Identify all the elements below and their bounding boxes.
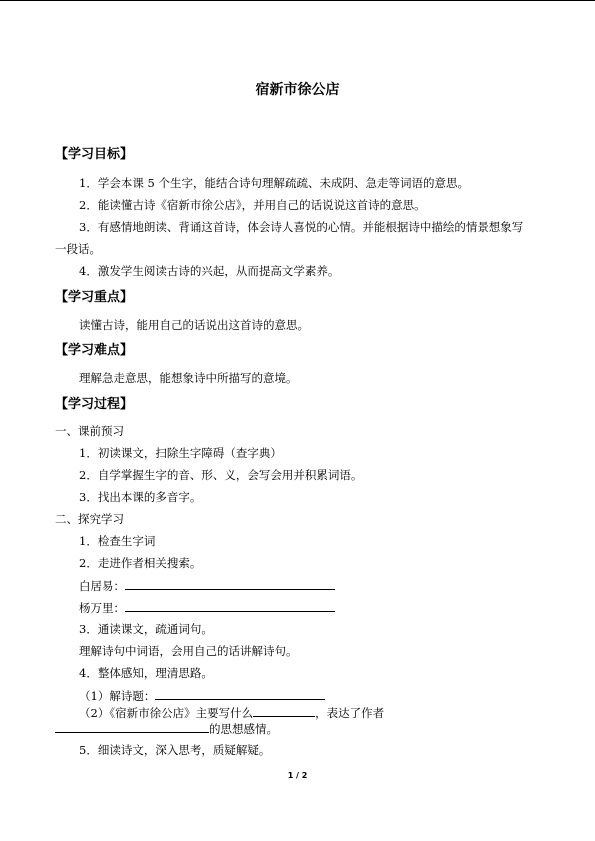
objective-item-3-continued: 一段话。 (55, 242, 101, 256)
objective-item-1: 1．学会本课 5 个生字，能结合诗句理解⁡疏疏、未成阴、急走⁡等词语的意思。 (79, 176, 469, 190)
question-1-blank[interactable] (155, 688, 325, 700)
part2-item-4: 4．整体感知，理清思路。 (79, 666, 213, 680)
yang-wanli-blank[interactable] (125, 600, 335, 612)
part1-item-2: 2．自学掌握生字的音、形、义，会写会用并积累词语。 (79, 468, 363, 482)
yang-wanli-label: 杨万里： (79, 601, 125, 615)
question-1-row (79, 688, 325, 703)
question-2-text-start: （2）《宿新市徐公店》主要写什么 (79, 706, 254, 720)
part1-item-3: 3．找出本课的多音字。 (79, 490, 202, 504)
top-border-line (0, 0, 595, 1)
part1-label: 一、课前预习 (55, 424, 124, 438)
process-heading: 【学习过程】 (55, 397, 134, 412)
question-2-continued-row (55, 721, 278, 736)
part1-item-1: 1．初读课文，扫除生字障碍（查字典） (79, 446, 282, 460)
difficulties-text: 理解⁡急走⁡意思，能想象诗中所描写的意境。 (79, 371, 298, 385)
question-2-blank-feeling[interactable] (55, 721, 209, 733)
page-number: 1 / 2 (287, 771, 308, 780)
objectives-heading: 【学习目标】 (55, 147, 134, 162)
key-points-text: 读懂古诗，能用自己的话说出这首诗的意思。 (79, 318, 309, 332)
bai-juyi-blank[interactable] (125, 578, 335, 590)
question-2-text-middle: ，表达了作者 (315, 706, 385, 720)
question-2-blank-what[interactable] (253, 705, 315, 717)
part2-item-5: 5．细读诗文，深入思考，质疑解疑。 (79, 743, 271, 757)
objective-item-2: 2．能读懂古诗《宿新市徐公店》，并用自己的话说说这首诗的意思。 (79, 198, 426, 212)
objective-item-3: 3．有感情地朗读、背诵这首诗，体会诗人喜悦的心情。并能根据诗中描绘的情景想象写 (79, 220, 524, 234)
question-2-text-end: 的思想感情。 (209, 722, 278, 736)
question-2-row (79, 705, 384, 720)
bai-juyi-label: 白居易： (79, 579, 125, 593)
key-points-heading: 【学习重点】 (55, 290, 134, 305)
question-1-label: （1）解诗题： (79, 689, 156, 703)
part2-item-3-sub: 理解诗句中词语，会用自己的话讲解诗句。 (79, 644, 298, 658)
page-title: 宿新市徐公店 (255, 82, 340, 98)
bai-juyi-row (79, 578, 335, 593)
part2-label: 二、探究学习 (55, 512, 124, 526)
difficulties-heading: 【学习难点】 (55, 343, 134, 358)
part2-item-3: 3．通读课文，疏通词句。 (79, 622, 213, 636)
part2-item-2: 2．走进作者相关搜索。 (79, 556, 202, 570)
yang-wanli-row (79, 600, 335, 615)
objective-item-4: 4．激发学生阅读古诗的兴起，从而提高文学素养。 (79, 264, 340, 278)
part2-item-1: 1．检查生字词 (79, 534, 156, 548)
